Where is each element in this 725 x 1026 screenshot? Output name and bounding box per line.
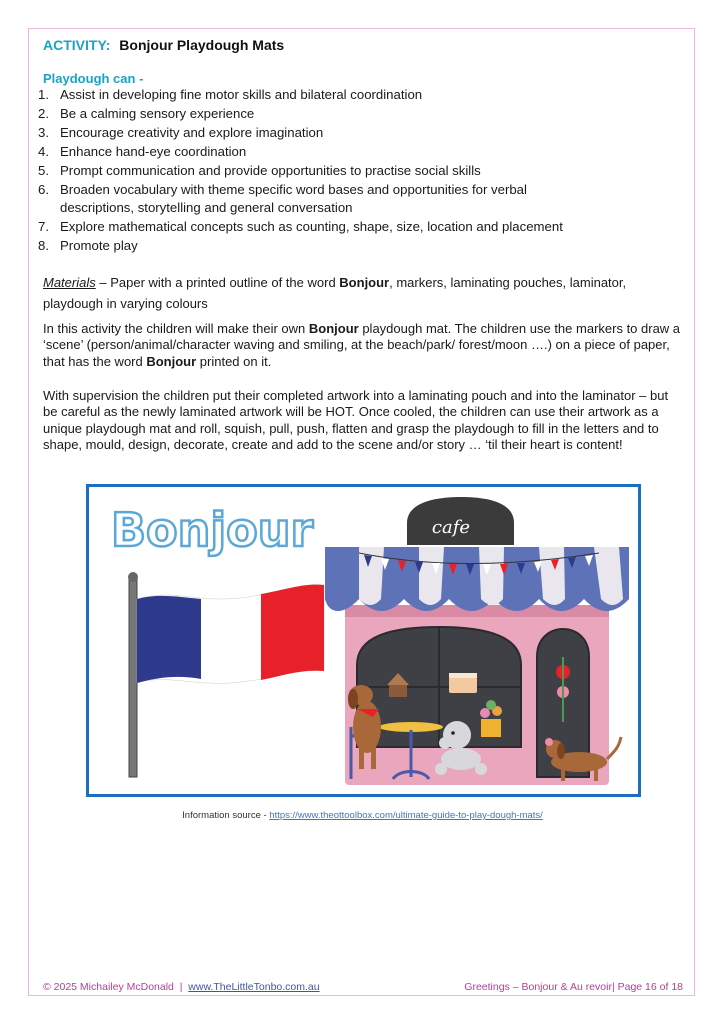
- french-flag-icon: [128, 572, 324, 777]
- activity-label: ACTIVITY:: [43, 37, 111, 53]
- footer-page-info: Greetings – Bonjour & Au revoir| Page 16 of 18: [464, 981, 683, 993]
- bonjour-outline-text: Bonjour: [111, 503, 314, 557]
- benefits-heading: Playdough can -: [43, 71, 144, 86]
- source-link[interactable]: https://www.theottoolbox.com/ultimate-guide-to-play-dough-mats/: [269, 810, 543, 821]
- list-item: 5. Prompt communication and provide opportunities to practise social skills: [38, 162, 481, 178]
- list-item: 6. Broaden vocabulary with theme specific word bases and opportunities for verbal descriptions, storytelling and general conversation: [38, 181, 527, 216]
- cafe-sign-text: cafe: [431, 517, 471, 538]
- footer-copyright: © 2025 Michailey McDonald | www.TheLittleTonbo.com.au: [43, 981, 320, 993]
- supervision-paragraph: With supervision the children put their completed artwork into a laminating pouch and into the laminator – but be careful as the newly laminated artwork will be HOT. Once cooled, the children can use their artwork as a unique playdough mat and roll, squish, pull, push, flatten and grasp the playdough to fill in the letters and to shape, mould, design, decorate, create and add to the scene and/or story … ‘til their heart is content!: [43, 388, 669, 453]
- source-label: Information source -: [182, 810, 270, 821]
- list-item: 4. Enhance hand-eye coordination: [38, 143, 247, 159]
- footer-site-link[interactable]: www.TheLittleTonbo.com.au: [188, 981, 320, 993]
- activity-title: Bonjour Playdough Mats: [119, 37, 285, 53]
- activity-heading: [43, 37, 284, 53]
- information-source: [0, 810, 725, 821]
- playdough-mat-illustration: [86, 484, 641, 797]
- list-item: 3. Encourage creativity and explore imagination: [38, 124, 324, 140]
- list-item: 1. Assist in developing fine motor skills and bilateral coordination: [38, 87, 423, 102]
- intro-paragraph: In this activity the children will make their own Bonjour playdough mat. The children use the markers to draw a ‘scene’ (person/animal/character waving and smiling, at the beach/park/ forest/moon ….) on a piece of paper, that has the word Bonjour printed on it.: [43, 321, 681, 369]
- benefits-list: [38, 86, 678, 256]
- materials-label: Materials: [43, 275, 96, 290]
- list-item: 8. Promote play: [38, 238, 138, 254]
- materials-paragraph: Materials – Paper with a printed outline of the word Bonjour, markers, laminating pouches, laminator, playdough in varying colours: [43, 275, 627, 311]
- list-item: 7. Explore mathematical concepts such as counting, shape, size, location and placement: [38, 219, 563, 235]
- list-item: 2. Be a calming sensory experience: [38, 105, 255, 121]
